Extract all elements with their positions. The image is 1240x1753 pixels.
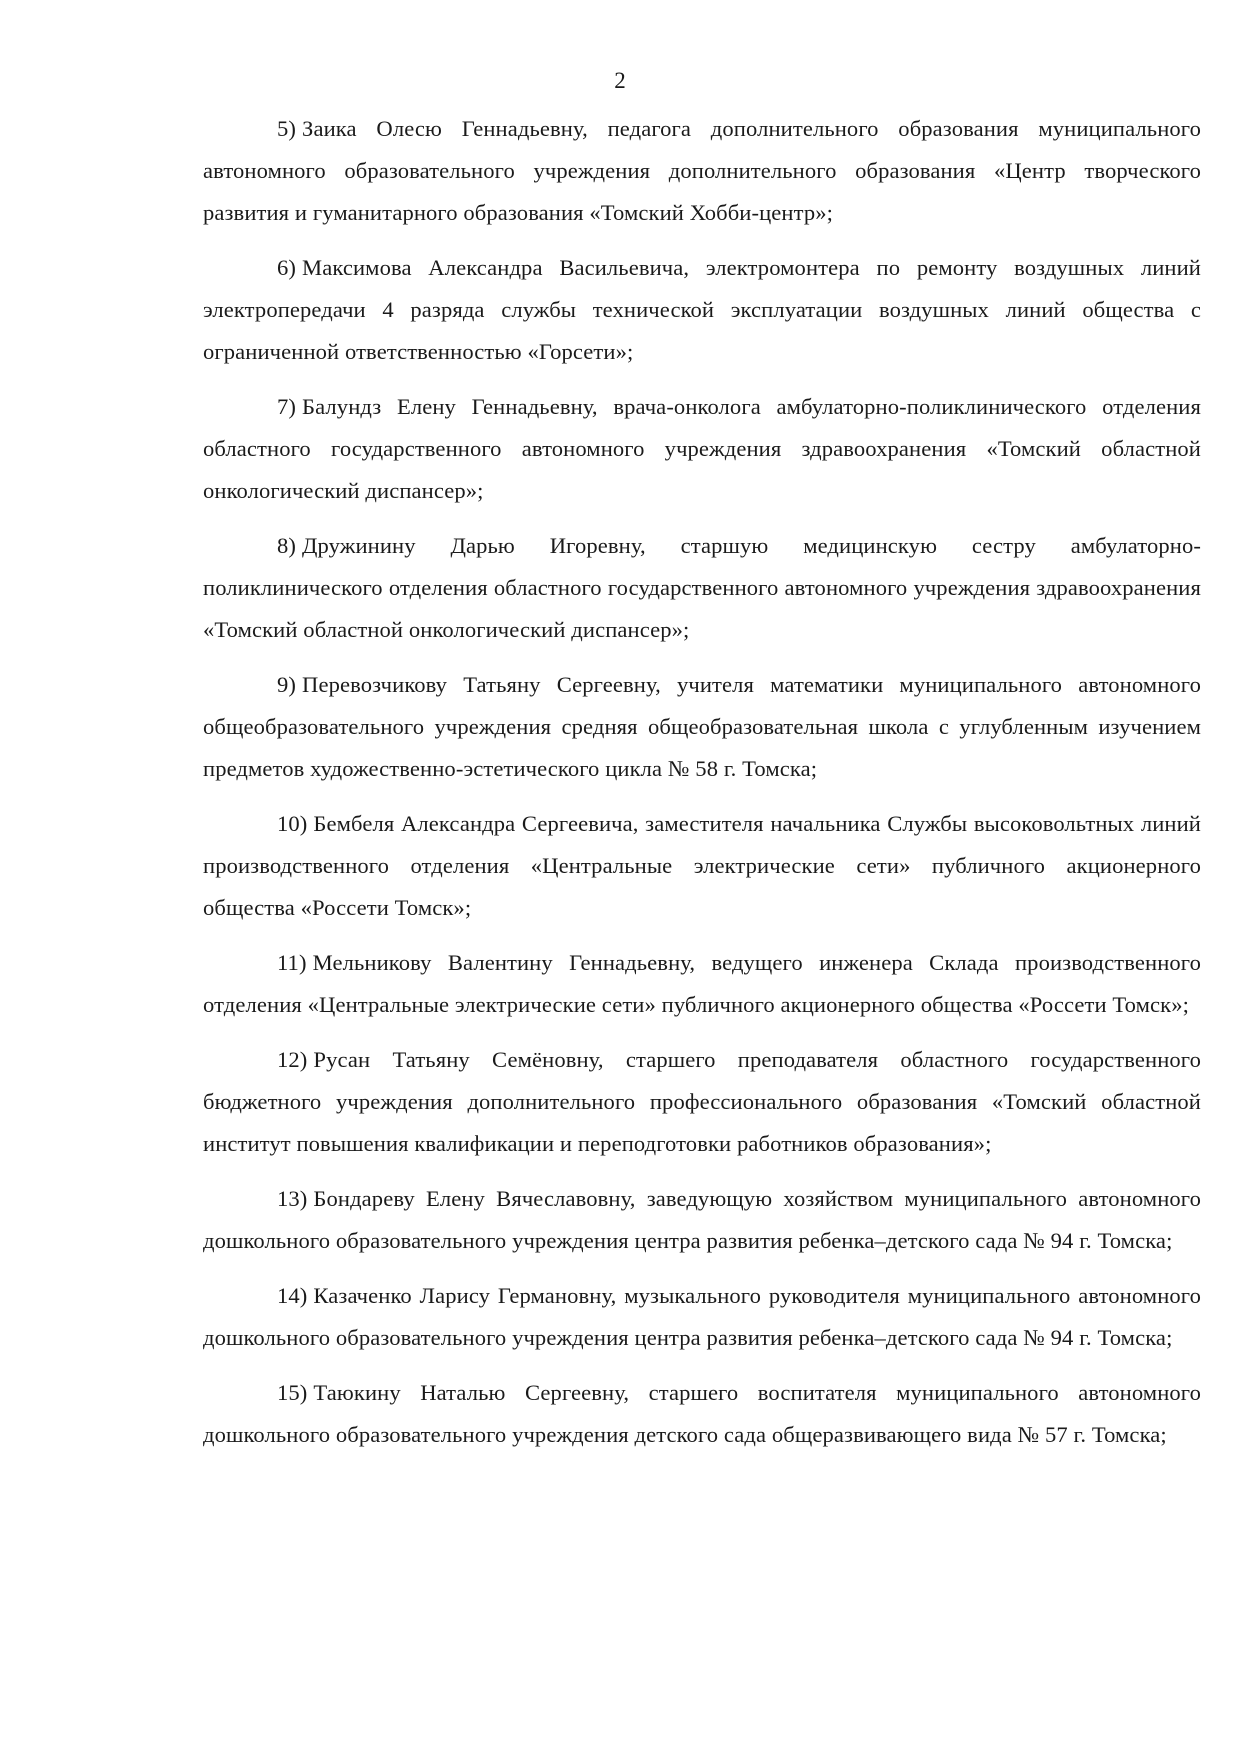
item-number: 13) (277, 1186, 308, 1211)
item-number: 6) (277, 255, 297, 280)
item-text: Дружинину Дарью Игоревну, старшую медицинскую сестру амбулаторно-поликлинического отделения областного государственного автономного учреждения здравоохранения «Томский областной онкологический диспансер»; (203, 533, 1201, 642)
item-text: Заика Олесю Геннадьевну, педагога дополнительного образования муниципального автономного образовательного учреждения дополнительного образования «Центр творческого развития и гуманитарного образования «Томский Хобби-центр»; (203, 116, 1201, 225)
page-number: 2 (614, 68, 626, 93)
item-text: Русан Татьяну Семёновну, старшего преподавателя областного государственного бюджетного учреждения дополнительного профессионального образования «Томский областной институт повышения квалификации и переподготовки работников образования»; (203, 1047, 1201, 1156)
item-number: 15) (277, 1380, 308, 1405)
item-text: Бембеля Александра Сергеевича, заместителя начальника Службы высоковольтных линий производственного отделения «Центральные электрические сети» публичного акционерного общества «Россети Томск»; (203, 811, 1201, 920)
list-item (203, 525, 1201, 651)
document-body (203, 108, 1201, 1469)
item-text: Перевозчикову Татьяну Сергеевну, учителя математики муниципального автономного общеобразовательного учреждения средняя общеобразовательная школа с углубленным изучением предметов художественно-эстетического цикла № 58 г. Томска; (203, 672, 1201, 781)
list-item (203, 1372, 1201, 1456)
list-item (203, 1178, 1201, 1262)
item-text: Мельникову Валентину Геннадьевну, ведущего инженера Склада производственного отделения «Центральные электрические сети» публичного акционерного общества «Россети Томск»; (203, 950, 1201, 1017)
item-number: 7) (277, 394, 297, 419)
item-number: 10) (277, 811, 308, 836)
list-item (203, 108, 1201, 234)
list-item (203, 664, 1201, 790)
item-number: 9) (277, 672, 297, 697)
list-item (203, 942, 1201, 1026)
list-item (203, 1275, 1201, 1359)
item-number: 8) (277, 533, 297, 558)
item-text: Казаченко Ларису Германовну, музыкального руководителя муниципального автономного дошкольного образовательного учреждения центра развития ребенка–детского сада № 94 г. Томска; (203, 1283, 1201, 1350)
item-number: 12) (277, 1047, 308, 1072)
item-text: Максимова Александра Васильевича, электромонтера по ремонту воздушных линий электропередачи 4 разряда службы технической эксплуатации воздушных линий общества с ограниченной ответственностью «Горсети»; (203, 255, 1201, 364)
list-item (203, 247, 1201, 373)
item-number: 11) (277, 950, 307, 975)
list-item (203, 1039, 1201, 1165)
item-text: Бондареву Елену Вячеславовну, заведующую хозяйством муниципального автономного дошкольного образовательного учреждения центра развития ребенка–детского сада № 94 г. Томска; (203, 1186, 1201, 1253)
item-number: 14) (277, 1283, 308, 1308)
item-text: Балундз Елену Геннадьевну, врача-онколога амбулаторно-поликлинического отделения областного государственного автономного учреждения здравоохранения «Томский областной онкологический диспансер»; (203, 394, 1201, 503)
list-item (203, 386, 1201, 512)
list-item (203, 803, 1201, 929)
item-number: 5) (277, 116, 297, 141)
item-text: Таюкину Наталью Сергеевну, старшего воспитателя муниципального автономного дошкольного образовательного учреждения детского сада общеразвивающего вида № 57 г. Томска; (203, 1380, 1201, 1447)
